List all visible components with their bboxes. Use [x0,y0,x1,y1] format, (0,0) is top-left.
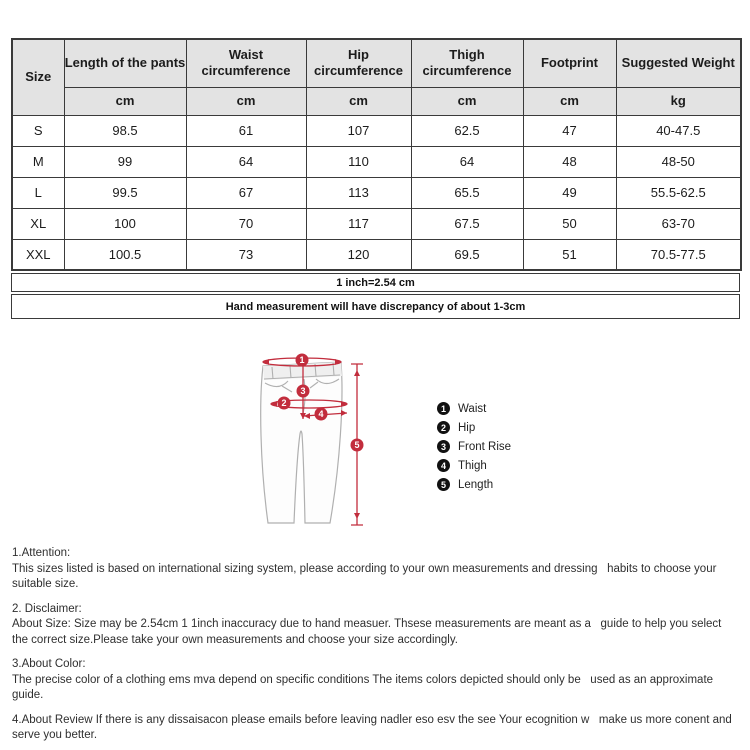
svg-text:4: 4 [318,409,324,419]
value-cell: 49 [523,177,616,208]
section-about-review [12,713,739,744]
legend-label: Front Rise [458,440,512,453]
unit-cell: cm [186,87,306,115]
value-cell: 67 [186,177,306,208]
measurement-legend [437,399,511,494]
section-body: This sizes listed is based on international sizing system, please according to your own measurements and dressing habits to choose your suitable size. [12,562,720,590]
column-header-size: Size [12,39,64,115]
size-cell: XXL [12,239,64,270]
hand-measurement-note: Hand measurement will have discrepancy of about 1-3cm [11,294,740,319]
column-header-waist: Waist circumference [186,39,306,87]
unit-cell: cm [306,87,411,115]
svg-text:1: 1 [299,355,305,365]
legend-label: Waist [458,402,487,415]
legend-label: Length [458,478,494,491]
info-sections [12,546,739,750]
legend-item [437,418,511,437]
table-row [12,177,741,208]
svg-text:3: 3 [300,386,306,396]
value-cell: 64 [186,146,306,177]
value-cell: 51 [523,239,616,270]
size-cell: L [12,177,64,208]
value-cell: 70 [186,208,306,239]
column-header-hip: Hip circumference [306,39,411,87]
value-cell: 113 [306,177,411,208]
section-disclaimer [12,602,739,649]
unit-cell: cm [64,87,186,115]
table-row [12,239,741,270]
units-row [12,87,741,115]
value-cell: 98.5 [64,115,186,146]
svg-text:5: 5 [354,440,360,450]
size-chart-table [11,38,742,271]
section-title: 3.About Color: [12,658,86,670]
value-cell: 63-70 [616,208,741,239]
value-cell: 62.5 [411,115,523,146]
legend-number-badge-icon: 5 [437,478,450,491]
unit-cell: cm [523,87,616,115]
value-cell: 100 [64,208,186,239]
value-cell: 64 [411,146,523,177]
value-cell: 48-50 [616,146,741,177]
section-title: 1.Attention: [12,547,71,559]
size-cell: S [12,115,64,146]
value-cell: 61 [186,115,306,146]
inch-conversion-note: 1 inch=2.54 cm [11,273,740,292]
header-row [12,39,741,87]
size-table-body [12,115,741,270]
value-cell: 107 [306,115,411,146]
size-cell: XL [12,208,64,239]
value-cell: 73 [186,239,306,270]
table-row [12,208,741,239]
value-cell: 40-47.5 [616,115,741,146]
value-cell: 48 [523,146,616,177]
table-row [12,146,741,177]
legend-number-badge-icon: 3 [437,440,450,453]
value-cell: 117 [306,208,411,239]
unit-cell: kg [616,87,741,115]
size-cell: M [12,146,64,177]
section-body: 4.About Review If there is any dissaisacon please emails before leaving nadler eso esv the see Your ecognition w make us more conent and serve you better. [12,713,736,741]
column-header-thigh: Thigh circumference [411,39,523,87]
table-row [12,115,741,146]
section-body: About Size: Size may be 2.54cm 1 1inch inaccuracy due to hand measuer. Thsese measurements are meant as a guide to help you select the correct size.Please take your own measurements and choose your size accordingly. [12,618,725,646]
value-cell: 65.5 [411,177,523,208]
value-cell: 67.5 [411,208,523,239]
legend-item [437,456,511,475]
section-body: The precise color of a clothing ems mva depend on specific conditions The items colors depicted should only be used as an approximate guide. [12,673,717,701]
section-title: 2. Disclaimer: [12,602,82,615]
value-cell: 69.5 [411,239,523,270]
value-cell: 99.5 [64,177,186,208]
column-header-length: Length of the pants [64,39,186,87]
value-cell: 50 [523,208,616,239]
value-cell: 70.5-77.5 [616,239,741,270]
value-cell: 55.5-62.5 [616,177,741,208]
legend-label: Thigh [458,459,487,472]
svg-text:2: 2 [281,398,287,408]
legend-number-badge-icon: 1 [437,402,450,415]
value-cell: 99 [64,146,186,177]
unit-cell: cm [411,87,523,115]
value-cell: 110 [306,146,411,177]
column-header-weight: Suggested Weight [616,39,741,87]
legend-number-badge-icon: 2 [437,421,450,434]
value-cell: 120 [306,239,411,270]
pants-diagram [235,345,435,540]
legend-item [437,475,511,494]
legend-item [437,437,511,456]
legend-number-badge-icon: 4 [437,459,450,472]
column-header-footprint: Footprint [523,39,616,87]
section-attention [12,546,739,593]
section-about-color [12,657,739,704]
value-cell: 100.5 [64,239,186,270]
legend-item [437,399,511,418]
value-cell: 47 [523,115,616,146]
legend-label: Hip [458,421,476,434]
